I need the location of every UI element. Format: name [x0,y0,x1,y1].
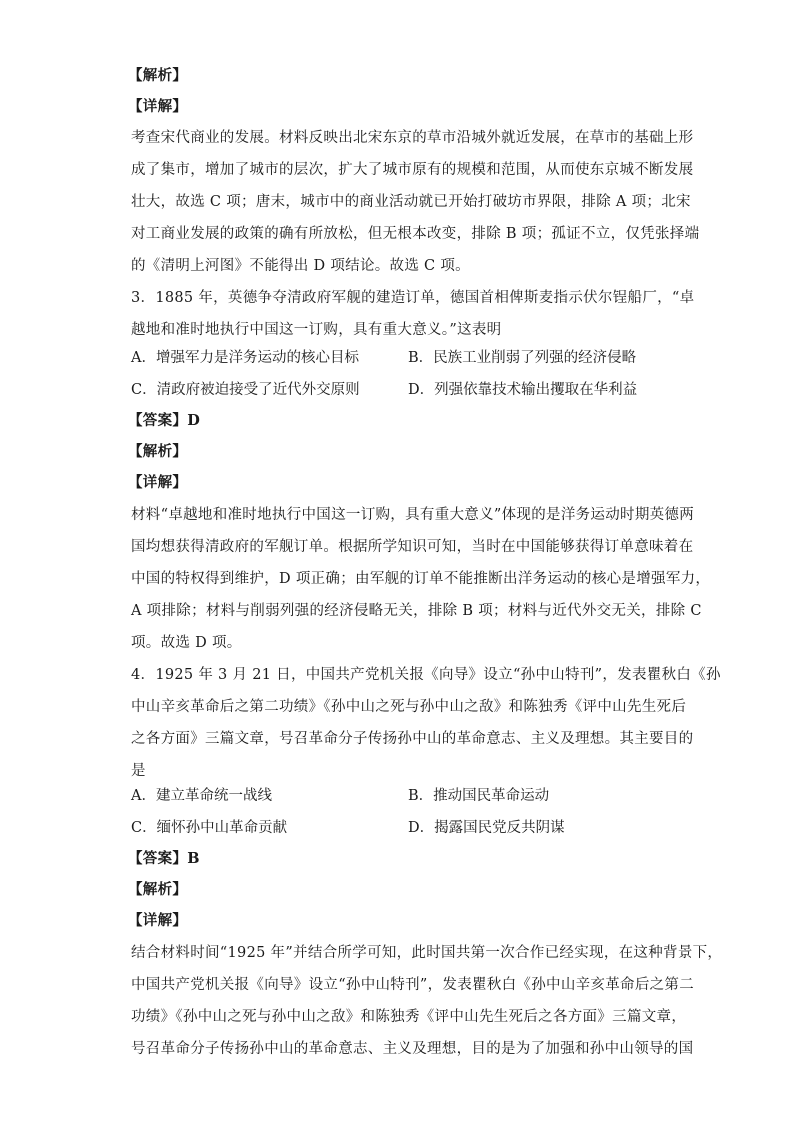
q3-option-a: A．增强军力是洋务运动的核心目标 [131,350,359,366]
q3-stem-line: 3．1885 年，英德争夺清政府军舰的建造订单，德国首相俾斯麦指示伏尔锃船厂，“卓 [131,290,695,306]
q4-option-d: D．揭露国民党反共阴谋 [408,820,565,836]
q4-option-a: A．建立革命统一战线 [131,788,272,804]
q2-detail-line: 考查宋代商业的发展。材料反映出北宋东京的草市沿城外就近发展，在草市的基础上形 [131,130,694,146]
detail-heading: 【详解】 [128,98,188,115]
analysis-heading: 【解析】 [128,443,188,460]
detail-heading: 【详解】 [128,474,188,491]
q3-option-d: D．列强依靠技术输出攫取在华利益 [408,382,638,398]
q3-detail-line: 项。故选 D 项。 [131,635,242,651]
q4-stem-line: 之各方面》三篇文章，号召革命分子传扬孙中山的革命意志、主义及理想。其主要目的 [131,731,694,747]
q3-detail-line: 国均想获得清政府的军舰订单。根据所学知识可知，当时在中国能够获得订单意味着在 [131,539,694,555]
q2-detail-line: 的《清明上河图》不能得出 D 项结论。故选 C 项。 [131,258,470,274]
q3-answer: 【答案】D [128,412,201,429]
q4-stem-line: 4．1925 年 3 月 21 日，中国共产党机关报《向导》设立“孙中山特刊”，发表瞿秋白《孙 [131,667,721,683]
q3-stem-line: 越地和准时地执行中国这一订购，具有重大意义。”这表明 [131,322,502,338]
q3-detail-line: 材料“卓越地和准时地执行中国这一订购，具有重大意义”体现的是洋务运动时期英德两 [131,507,695,523]
detail-heading: 【详解】 [128,912,188,929]
analysis-heading: 【解析】 [128,67,188,84]
q4-detail-line: 结合材料时间“1925 年”并结合所学可知，此时国共第一次合作已经实现，在这种背景下， [131,945,723,961]
q2-detail-line: 成了集市，增加了城市的层次，扩大了城市原有的规模和范围，从而使东京城不断发展 [131,162,694,178]
q4-option-c: C．缅怀孙中山革命贡献 [131,820,288,836]
q3-detail-line: A 项排除；材料与削弱列强的经济侵略无关，排除 B 项；材料与近代外交无关，排除 C [131,603,702,619]
q4-answer: 【答案】B [128,850,200,867]
q3-option-c: C．清政府被迫接受了近代外交原则 [131,382,360,398]
q3-detail-line: 中国的特权得到维护，D 项正确；由军舰的订单不能推断出洋务运动的核心是增强军力， [131,571,711,587]
q2-detail-line: 壮大，故选 C 项；唐末，城市中的商业活动就已开始打破坊市界限，排除 A 项；北宋 [131,194,691,210]
q4-detail-line: 号召革命分子传扬孙中山的革命意志、主义及理想，目的是为了加强和孙中山领导的国 [131,1041,694,1057]
q4-stem-line: 是 [131,763,146,779]
q2-detail-line: 对工商业发展的政策的确有所放松，但无根本改变，排除 B 项；孤证不立，仅凭张择端 [131,226,700,242]
q4-detail-line: 功绩》《孙中山之死与孙中山之敌》和陈独秀《评中山先生死后之各方面》三篇文章， [131,1009,687,1025]
q4-option-b: B．推动国民革命运动 [408,788,550,804]
q3-option-b: B．民族工业削弱了列强的经济侵略 [408,350,637,366]
q4-detail-line: 中国共产党机关报《向导》设立“孙中山特刊”，发表瞿秋白《孙中山辛亥革命后之第二 [131,977,695,993]
analysis-heading: 【解析】 [128,881,188,898]
q4-stem-line: 中山辛亥革命后之第二功绩》《孙中山之死与孙中山之敌》和陈独秀《评中山先生死后 [131,699,687,715]
